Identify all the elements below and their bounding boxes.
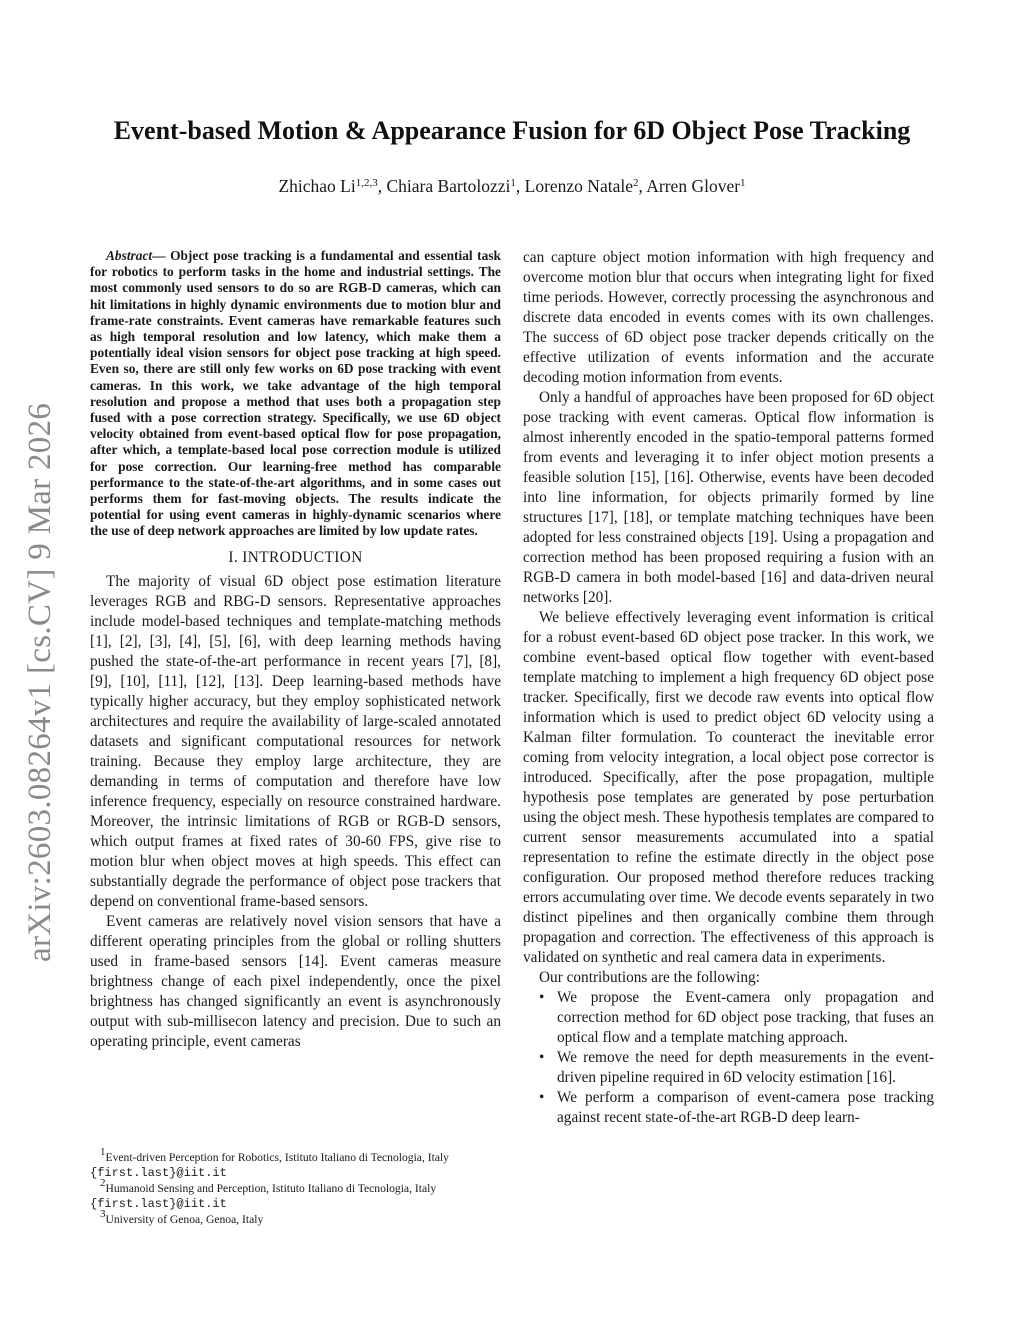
author-affiliation: 1,2,3 xyxy=(355,177,378,189)
right-column xyxy=(523,248,934,1128)
author-affiliation: 2 xyxy=(632,177,639,189)
arxiv-identifier: arXiv:2603.08264v1 [cs.CV] 9 Mar 2026 xyxy=(22,402,58,962)
footnote xyxy=(90,1208,501,1227)
author-affiliation: 1 xyxy=(510,177,516,189)
body-paragraph: Only a handful of approaches have been proposed for 6D object pose tracking with event cameras. Optical flow information is almost inherently encoded in the spatio-temporal patterns formed from events and leveraging it to infer object motion presents a feasible solution [15], [16]. Otherwise, events have been decoded into line information, for objects primarily formed by line structures [17], [18], or template matching techniques have been adopted for less constrained objects [19]. Using a propagation and correction method has been proposed requiring a fusion with an RGB-D camera in both model-based [16] and data-driven neural networks [20]. xyxy=(523,389,934,606)
footnote-text: Humanoid Sensing and Perception, Istituto Italiano di Tecnologia, Italy xyxy=(105,1182,437,1195)
footnote xyxy=(90,1177,501,1212)
abstract xyxy=(90,248,501,540)
body-paragraph: The majority of visual 6D object pose estimation literature leverages RGB and RBG-D sensors. Representative approaches include model-based techniques and template-matching methods [1], [2], [3], [4], [5], [6], with deep learning methods having pushed the state-of-the-art performance in recent years [7], [8], [9], [10], [11], [12], [13]. Deep learning-based methods have typically higher accuracy, but they employ sophisticated network architectures and require the availability of large-scaled annotated datasets and significant computational resources for network training. Because they employ large architecture, they are demanding in terms of computation and therefore have low inference frequency, especially on resource constrained hardware. Moreover, the intrinsic limitations of RGB or RGB-D sensors, which output frames at fixed rates of 30-60 FPS, give rise to motion blur when object moves at high speeds. This effect can substantially degrade the performance of object pose trackers that depend on conventional frame-based sensors. xyxy=(90,572,501,910)
author-name: Zhichao Li xyxy=(278,176,356,196)
body-paragraph: can capture object motion information with high frequency and overcome motion blur that occurs when integrating light for fixed time periods. However, correctly processing the asynchronous and discrete data encoded in events comes with its own challenges. The success of 6D object pose tracker depends critically on the effective utilization of events information and the accurate decoding motion information from events. xyxy=(523,249,934,386)
body-paragraph: Event cameras are relatively novel vision sensors that have a different operating principles from the global or rolling shutters used in frame-based sensors [14]. Event cameras measure brightness change of each pixel independently, once the pixel brightness has changed significantly an event is asynchronously output with sub-millisecon latency and precision. Due to such an operating principle, event cameras xyxy=(90,912,501,1050)
author-affiliation: 1 xyxy=(740,177,746,189)
list-item: • We propose the Event-camera only propagation and correction method for 6D object pose tracking, that fuses an optical flow and a template matching approach. xyxy=(541,988,934,1048)
abstract-text: — Object pose tracking is a fundamental and essential task for robotics to perform tasks in the home and industrial settings. The most commonly used sensors to do so are RGB-D cameras, which can hit limitations in highly dynamic environments due to motion blur and frame-rate constraints. Event cameras have remarkable features such as high temporal resolution and low latency, which make them a potentially ideal vision sensors for object pose tracking at high speed. Even so, there are still only few works on 6D pose tracking with event cameras. In this work, we take advantage of the high temporal resolution and propose a method that uses both a propagation step fused with a pose correction strategy. Specifically, we use 6D object velocity obtained from event-based optical flow for pose propagation, after which, a template-based local pose correction module is utilized for pose correction. Our learning-free method has comparable performance to the state-of-the-art algorithms, and in some cases out performs them for fast-moving objects. The results indicate the potential for using event cameras in highly-dynamic scenarios where the use of deep network approaches are limited by low update rates. xyxy=(90,248,501,539)
author-name: Arren Glover xyxy=(646,176,741,196)
author-name: Lorenzo Natale xyxy=(524,176,633,196)
contributions-list xyxy=(523,988,934,1128)
footnote-text: University of Genoa, Genoa, Italy xyxy=(105,1213,264,1226)
footnotes xyxy=(90,1146,501,1227)
footnote xyxy=(90,1146,501,1181)
left-column xyxy=(90,248,501,1052)
list-item: • We perform a comparison of event-camera pose tracking against recent state-of-the-art RGB-D deep learn- xyxy=(541,1088,934,1128)
author-name: Chiara Bartolozzi xyxy=(386,176,511,196)
section-heading: I. INTRODUCTION xyxy=(228,548,363,566)
author-list: Zhichao Li$^{1,2,3}$, Chiara Bartolozzi$^1$, Lorenzo Natale$^2$, Arren Glover$^1$ xyxy=(278,176,746,196)
footnote-mark: 1 xyxy=(100,1146,106,1158)
body-paragraph: Our contributions are the following: xyxy=(539,969,760,986)
footnote-text: Event-driven Perception for Robotics, Istituto Italiano di Tecnologia, Italy xyxy=(105,1151,449,1164)
footnote-email[interactable]: {first.last}@iit.it xyxy=(90,1197,227,1211)
body-paragraph: We believe effectively leveraging event information is critical for a robust event-based 6D object pose tracker. In this work, we combine event-based optical flow together with event-based template matching to implement a high frequency 6D object pose tracker. Specifically, first we decode raw events into optical flow information which is used to predict object 6D velocity using a Kalman filter formulation. To counteract the inevitable error coming from velocity integration, a local object pose corrector is introduced. Specifically, after the pose propagation, multiple hypothesis pose templates are generated by pose perturbation using the object mesh. These hypothesis templates are compared to current sensor measurements accumulated into a spatial representation to refine the estimate directly in the object pose configuration. Our proposed method therefore reduces tracking errors accumulating over time. We decode events separately in two distinct pipelines and then organically combine them through propagation and correction. The effectiveness of this approach is validated on synthetic and real camera data in experiments. xyxy=(523,609,934,966)
footnote-mark: 2 xyxy=(100,1177,106,1189)
footnote-email[interactable]: {first.last}@iit.it xyxy=(90,1166,227,1180)
abstract-label: Abstract xyxy=(106,248,153,263)
list-item: • We remove the need for depth measurements in the event-driven pipeline required in 6D velocity estimation [16]. xyxy=(541,1048,934,1088)
footnote-mark: 3 xyxy=(100,1208,106,1220)
paper-title: Event-based Motion & Appearance Fusion for 6D Object Pose Tracking xyxy=(113,116,911,145)
